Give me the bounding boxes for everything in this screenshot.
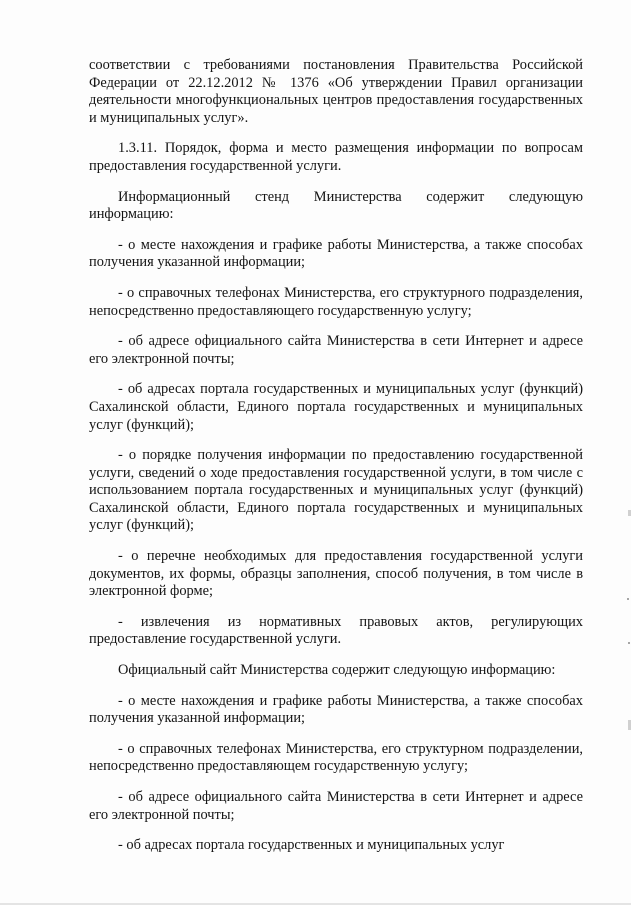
list-item: - о месте нахождения и графике работы Министерства, а также способах получения указанной информации; <box>89 236 583 271</box>
list-item: - о месте нахождения и графике работы Министерства, а также способах получения указанной информации; <box>89 692 583 727</box>
document-body <box>89 57 583 855</box>
paragraph-site-intro: Официальный сайт Министерства содержит следующую информацию: <box>118 662 556 679</box>
list-item: - об адресах портала государственных и муниципальных услуг (функций) Сахалинской области, Единого портала государственных и муниципальных услуг (функций); <box>89 381 583 433</box>
list-item: - об адресе официального сайта Министерства в сети Интернет и адресе его электронной почты; <box>89 789 583 823</box>
list-item: - о перечне необходимых для предоставления государственной услуги документов, их формы, образцы заполнения, способ получения, в том числе в электронной форме; <box>89 548 583 600</box>
scan-artifact <box>628 642 630 644</box>
list-item: - о справочных телефонах Министерства, его структурном подразделении, непосредственно предоставляющем государственную услугу; <box>89 740 583 775</box>
list-item: - о порядке получения информации по предоставлению государственной услуги, сведений о ходе предоставления государственной услуги, в том числе с использованием портала государственных и муниципальных услуг (функций) Сахалинской области, Единого портала государственных и муниципальных услуг (функций); <box>89 447 583 534</box>
list-item: - об адресах портала государственных и муниципальных услуг <box>118 837 505 854</box>
paragraph-stand-intro: Информационный стенд Министерства содержит следующую информацию: <box>89 188 583 223</box>
list-item: - об адресе официального сайта Министерства в сети Интернет и адресе его электронной почты; <box>89 333 583 367</box>
paragraph-continuation: соответствии с требованиями постановления Правительства Российской Федерации от 22.12.2012 № 1376 «Об утверждении Правил организации деятельности многофункциональных центров предоставления государственных и муниципальных услуг». <box>89 57 583 126</box>
list-item: - о справочных телефонах Министерства, его структурного подразделения, непосредственно предоставляющего государственную услугу; <box>89 284 583 319</box>
list-item: - извлечения из нормативных правовых актов, регулирующих предоставление государственной услуги. <box>89 613 583 648</box>
scan-artifact <box>627 598 629 600</box>
paragraph-section-1-3-11: 1.3.11. Порядок, форма и место размещения информации по вопросам предоставления государственной услуги. <box>89 140 583 174</box>
